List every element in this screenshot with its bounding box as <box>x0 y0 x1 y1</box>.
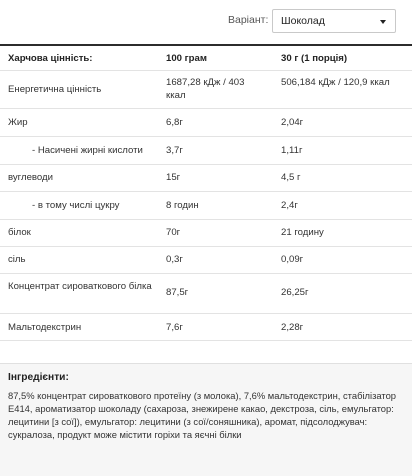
nutrition-row-saturated-fat <box>0 136 412 164</box>
variant-selector-row <box>0 9 412 33</box>
nutrient-name: сіль <box>8 254 26 265</box>
nutrient-name: - в тому числі цукру <box>32 200 120 211</box>
column-header-per100: 100 грам <box>166 53 207 64</box>
nutrient-per100: 3,7г <box>166 145 183 156</box>
nutrient-per100: 15г <box>166 172 181 183</box>
nutrition-row-protein <box>0 219 412 246</box>
nutrition-row-sugars <box>0 191 412 219</box>
nutrient-name: Енергетична цінність <box>8 84 102 95</box>
variant-label: Варіант: <box>228 14 269 26</box>
nutrient-name: Жир <box>8 117 28 128</box>
nutrient-name: Мальтодекстрин <box>8 322 82 333</box>
column-header-per-serving: 30 г (1 порція) <box>281 53 348 64</box>
nutrient-per-serving: 506,184 кДж / 120,9 ккал <box>281 77 390 88</box>
nutrition-row-whey-concentrate <box>0 273 412 313</box>
variant-select[interactable] <box>272 9 396 33</box>
nutrition-table <box>0 44 412 341</box>
ingredients-panel <box>0 363 412 476</box>
nutrient-per100: 0,3г <box>166 254 183 265</box>
nutrient-per100: 70г <box>166 227 181 238</box>
nutrient-per100: 7,6г <box>166 322 183 333</box>
nutrition-row-maltodextrin <box>0 313 412 341</box>
nutrient-per100: 87,5г <box>166 287 189 298</box>
nutrition-header-row <box>0 44 412 70</box>
variant-selected-value: Шоколад <box>281 15 325 27</box>
nutrient-per-serving: 2,04г <box>281 117 304 128</box>
nutrient-per-serving: 2,28г <box>281 322 304 333</box>
ingredients-text: 87,5% концентрат сироваткового протеїну (з молока), 7,6% мальтодекстрин, стабілізатор Е414, ароматизатор шоколаду (сахароза, знежирене какао, декстроза, сіль, емульгатор: лецитини [з сої]), емульгатор: лецитини (з сої/соняшника), аромат, підсолоджувач: сукралоза, продукт може містити горіхи та яєчні білки <box>8 390 396 440</box>
nutrition-row-energy <box>0 70 412 108</box>
nutrient-name: білок <box>8 227 31 238</box>
column-header-name: Харчова цінність: <box>8 53 93 64</box>
nutrient-name: вуглеводи <box>8 172 53 183</box>
nutrient-name: - Насичені жирні кислоти <box>32 145 143 156</box>
nutrient-name: Концентрат сироваткового білка <box>8 281 152 292</box>
nutrient-per-serving: 4,5 г <box>281 172 301 183</box>
nutrient-per-serving: 21 годину <box>281 227 324 238</box>
nutrition-row-fat <box>0 108 412 136</box>
nutrient-per-serving: 26,25г <box>281 287 309 298</box>
nutrient-per-serving: 2,4г <box>281 200 298 211</box>
ingredients-title: Інгредієнти: <box>8 372 69 383</box>
nutrient-per100: 8 годин <box>166 200 199 211</box>
nutrition-row-carbohydrates <box>0 164 412 191</box>
nutrition-row-salt <box>0 246 412 273</box>
nutrient-per-serving: 0,09г <box>281 254 304 265</box>
nutrient-per100: 1687,28 кДж / 403 ккал <box>166 77 245 101</box>
nutrient-per-serving: 1,11г <box>281 145 303 156</box>
chevron-down-icon <box>380 20 386 24</box>
nutrient-per100: 6,8г <box>166 117 183 128</box>
